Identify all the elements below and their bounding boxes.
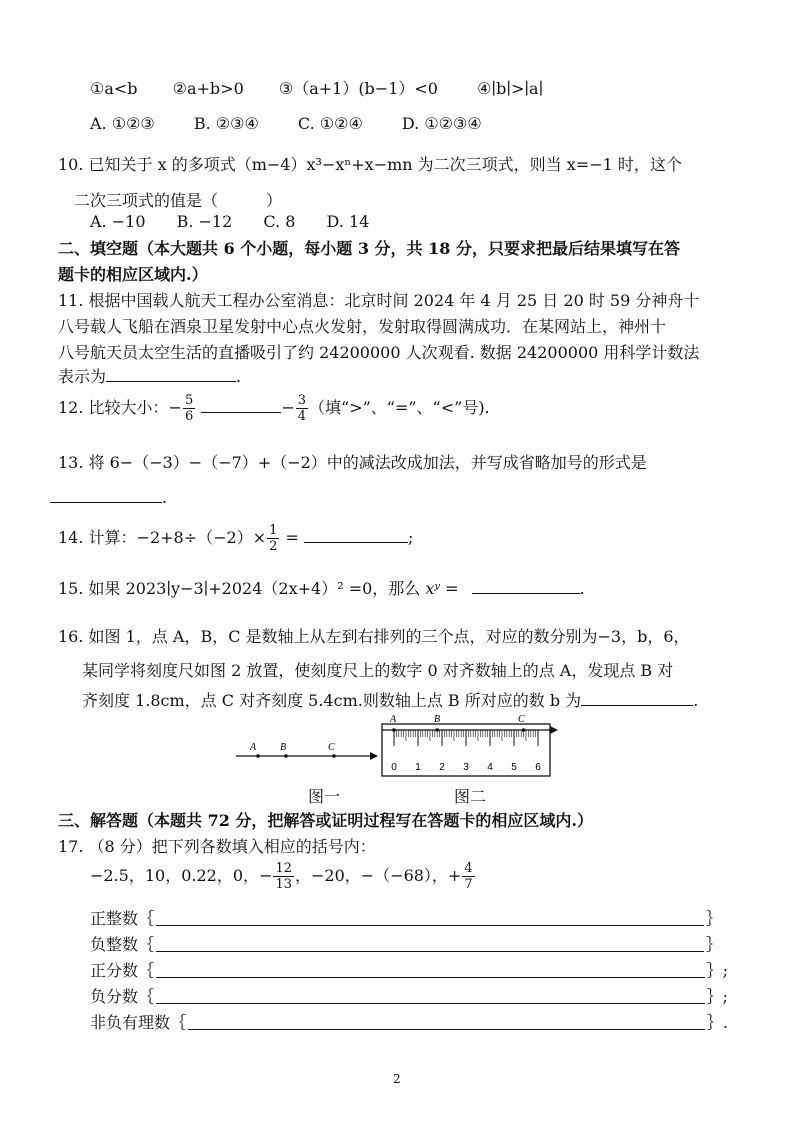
q9-option-c: C. ①②④ — [297, 114, 363, 133]
q11-answer-blank[interactable] — [106, 381, 236, 382]
q17-frac1-den: 13 — [275, 877, 292, 892]
q10-line2: 二次三项式的值是（ ） — [74, 191, 283, 210]
q17-set-positive-integers[interactable] — [90, 906, 722, 929]
set-end: ｝ — [705, 935, 722, 954]
q11-line2: 八号载人飞船在酒泉卫星发射中心点火发射，发射取得圆满成功．在某网站上，神州十 — [58, 317, 667, 336]
q16-figure — [230, 712, 570, 782]
fig1-label-b: B — [280, 742, 287, 753]
q15-answer-blank[interactable] — [472, 593, 580, 594]
q10-option-a: A. −10 — [90, 212, 146, 231]
fig1-number-line — [236, 742, 378, 760]
fig1-label-c: C — [328, 742, 335, 753]
set-answer-line[interactable] — [156, 925, 704, 926]
q14-frac-den: 2 — [269, 539, 278, 554]
ruler-label: 0 — [391, 762, 397, 773]
q12-mid: − — [281, 398, 295, 417]
fig1-label-a: A — [250, 742, 257, 753]
q11-line3: 八号航天员太空生活的直播吸引了约 24200000 人次观看. 数据 24200000 用科学计数法 — [58, 343, 700, 362]
q17-set-negative-fractions[interactable] — [90, 984, 728, 1007]
q9-statement-2: ②a+b>0 — [172, 79, 244, 98]
q15-end: . — [579, 579, 585, 598]
q16-line2: 某同学将刻度尺如图 2 放置，使刻度尺上的数字 0 对齐数轴上的点 A，发现点 B 对 — [82, 661, 674, 680]
q9-statement-1: ①a<b — [90, 79, 138, 98]
ruler-label: 4 — [487, 762, 493, 773]
q17-set-negative-integers[interactable] — [90, 932, 722, 955]
fig2-label-c: C — [518, 714, 525, 725]
section2-heading-line1: 二、填空题（本大题共 6 个小题，每小题 3 分，共 18 分，只要求把最后结果填写在答 — [58, 239, 680, 258]
q15-expr: xʸ = — [425, 579, 459, 598]
q14-suffix: = — [285, 528, 299, 547]
q17-numbers — [90, 862, 476, 891]
q12-prefix: 12. 比较大小：− — [58, 398, 182, 417]
ruler-label: 2 — [439, 762, 445, 773]
set-answer-line[interactable] — [156, 1003, 705, 1004]
ruler-label: 6 — [535, 762, 541, 773]
set-label: 负整数｛ — [90, 935, 155, 954]
q17-set-positive-fractions[interactable] — [90, 958, 728, 981]
set-end: ｝; — [706, 987, 728, 1006]
q13-answer-blank[interactable] — [50, 502, 162, 503]
fig2-label-b: B — [434, 714, 441, 725]
q9-statement-4: ④∣b∣>∣a∣ — [477, 79, 544, 98]
fig2-label-a: A — [390, 714, 397, 725]
set-end: ｝; — [706, 961, 728, 980]
q10-option-d: D. 14 — [326, 212, 370, 231]
set-label: 正整数｛ — [90, 909, 155, 928]
set-answer-line[interactable] — [156, 951, 704, 952]
q17-frac2-num: 4 — [464, 861, 473, 876]
ruler-label: 1 — [415, 762, 421, 773]
q9-options — [90, 114, 482, 133]
q12-frac1-den: 6 — [184, 409, 194, 424]
ruler-label: 5 — [511, 762, 517, 773]
set-label: 负分数｛ — [90, 987, 155, 1006]
q16-line3-text: 齐刻度 1.8cm，点 C 对齐刻度 5.4cm.则数轴上点 B 所对应的数 b 为 — [82, 691, 582, 710]
q9-option-d: D. ①②③④ — [401, 114, 482, 133]
q17-frac2-den: 7 — [464, 877, 473, 892]
q12-line — [58, 394, 490, 423]
q9-statement-3: ③（a+1）(b−1）<0 — [278, 79, 438, 98]
q10-line1: 10. 已知关于 x 的多项式（m−4）x³−xⁿ+x−mn 为二次三项式，则当 x=−1 时，这个 — [58, 155, 682, 174]
ruler-label: 3 — [463, 762, 469, 773]
q12-answer-blank[interactable] — [201, 412, 281, 413]
q17-frac1-num: 12 — [275, 861, 292, 876]
fig1-point-b — [284, 754, 288, 758]
page-number: 2 — [393, 1072, 401, 1086]
set-label: 正分数｛ — [90, 961, 155, 980]
q12-suffix: （填“>”、“=”、“<”号). — [309, 398, 490, 417]
q15-prefix: 15. 如果 2023∣y−3∣+2024（2x+4）² =0，那么 — [58, 579, 421, 598]
set-end: ｝ — [705, 909, 722, 928]
section2-heading-line2: 题卡的相应区域内.） — [58, 265, 208, 284]
q10-option-c: C. 8 — [263, 212, 296, 231]
q17-numbers-b: ，−20，−（−68），+ — [294, 866, 462, 885]
section3-heading: 三、解答题（本题共 72 分，把解答或证明过程写在答题卡的相应区域内.） — [58, 811, 593, 830]
q13-line2: . — [50, 488, 167, 507]
set-answer-line[interactable] — [156, 977, 705, 978]
q17-heading: 17. （8 分）把下列各数填入相应的括号内： — [58, 837, 376, 856]
figure-caption-2: 图二 — [454, 787, 487, 806]
fig1-point-a — [256, 754, 260, 758]
q9-option-a: A. ①②③ — [90, 114, 155, 133]
q10-option-b: B. −12 — [176, 212, 233, 231]
q12-frac2-num: 3 — [297, 393, 307, 408]
q12-frac2-den: 4 — [297, 409, 307, 424]
set-label: 非负有理数｛ — [90, 1013, 187, 1032]
q11-line1: 11. 根据中国载人航天工程办公室消息：北京时间 2024 年 4 月 25 日 20 时 59 分神舟十 — [58, 291, 700, 310]
q14-answer-blank[interactable] — [304, 542, 408, 543]
set-answer-line[interactable] — [188, 1029, 705, 1030]
q11-line4: 表示为 . — [58, 367, 242, 386]
q13-line1: 13. 将 6−（−3）−（−7）+（−2）中的减法改成加法，并写成省略加号的形式是 — [58, 453, 647, 472]
q17-fraction-2 — [462, 862, 474, 891]
fig2-ruler — [382, 714, 558, 776]
q14-line: 14. 计算：−2+8÷（−2）× $\frac{1}{2}$ = ; — [58, 523, 414, 554]
q17-set-nonnegative-rationals[interactable] — [90, 1010, 728, 1033]
set-end: ｝. — [706, 1013, 728, 1032]
q14-fraction — [267, 524, 279, 553]
figure-caption-1: 图一 — [308, 787, 341, 806]
q12-fraction-1 — [183, 394, 195, 423]
q17-numbers-a: −2.5，10，0.22，0，− — [90, 866, 273, 885]
q16-answer-blank[interactable] — [581, 705, 693, 706]
q11-text: 表示为 — [58, 367, 107, 386]
q15-line — [58, 576, 585, 599]
q12-fraction-2 — [296, 394, 308, 423]
q9-option-b: B. ②③④ — [193, 114, 259, 133]
q14-frac-num: 1 — [269, 523, 278, 538]
q16-line3: 齐刻度 1.8cm，点 C 对齐刻度 5.4cm.则数轴上点 B 所对应的数 b 为 . — [82, 691, 699, 710]
q12-frac1-num: 5 — [184, 393, 194, 408]
q16-line1: 16. 如图 1，点 A，B，C 是数轴上从左到右排列的三个点，对应的数分别为−3，b，6， — [58, 627, 690, 646]
q17-fraction-1 — [273, 862, 294, 891]
q10-options — [90, 212, 369, 231]
q14-prefix: 14. 计算：−2+8÷（−2）× — [58, 528, 267, 547]
fig1-point-c — [332, 754, 336, 758]
q9-statements — [90, 76, 543, 99]
